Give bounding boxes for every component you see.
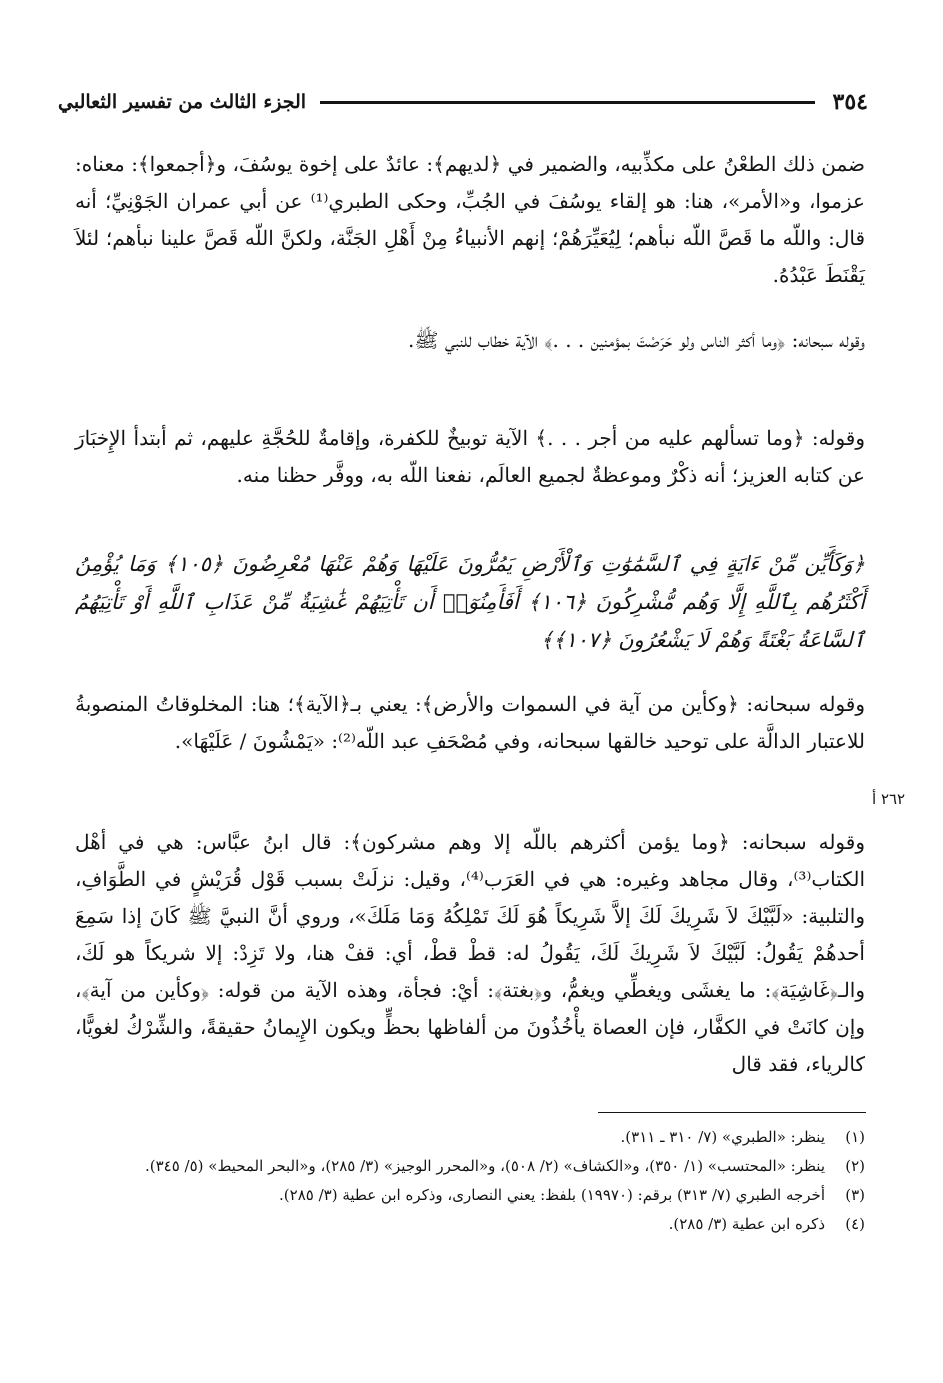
footnote-text: ينظر: «الطبري» (٧/ ٣١٠ ـ ٣١١). xyxy=(620,1128,825,1146)
footnote-number: (٣) xyxy=(845,1186,865,1204)
body-block-2 xyxy=(75,322,865,359)
header-rule xyxy=(320,101,814,104)
paragraph-2: وقوله سبحانه: ﴿وما أكثر الناس ولو حَرَصْتَ بمؤمنين . . .﴾ الآية خطاب للنبي ﷺ. xyxy=(408,328,865,352)
running-title: الجزء الثالث من تفسير الثعالبي xyxy=(58,91,307,113)
footnotes xyxy=(75,1124,865,1240)
footnote-number: (٢) xyxy=(845,1157,865,1175)
body-block-4 xyxy=(75,686,865,760)
body-block-3 xyxy=(75,420,865,494)
footnote-text: ينظر: «المحتسب» (١/ ٣٥٠)، و«الكشاف» (٢/ ٥٠٨)، و«المحرر الوجيز» (٣/ ٢٨٥)، و«البحر المحيط» (٥/ ٣٤٥). xyxy=(144,1157,825,1175)
footnote xyxy=(75,1211,865,1238)
footnote-text: ذكره ابن عطية (٣/ ٢٨٥). xyxy=(668,1215,825,1233)
quran-verse-block: ﴿وَكَأَيِّن مِّنْ ءَايَةٍ فِي ٱلسَّمَٰوَٰتِ وَٱلْأَرْضِ يَمُرُّونَ عَلَيْهَا وَهُمْ عَنْهَا مُعْرِضُونَ ﴿١٠٥﴾ وَمَا يُؤْمِنُ أَكْثَرُهُم بِٱللَّهِ إِلَّا وَهُم مُّشْرِكُونَ ﴿١٠٦﴾ أَفَأَمِنُوٓا۟ أَن تَأْتِيَهُمْ غَٰشِيَةٌ مِّنْ عَذَابِ ٱللَّهِ أَوْ تَأْتِيَهُمُ ٱلسَّاعَةُ بَغْتَةً وَهُمْ لَا يَشْعُرُونَ ﴿١٠٧﴾﴾ xyxy=(75,552,865,652)
footnote-number: (٤) xyxy=(845,1215,865,1233)
footnote-separator xyxy=(598,1112,866,1113)
margin-folio-note: ٢٦٢ أ xyxy=(872,790,906,808)
footnote xyxy=(75,1124,865,1151)
paragraph-3: وقوله: ﴿وما تسألهم عليه من أجر . . .﴾ الآية توبيخٌ للكفرة، وإقامةٌ للحُجَّةِ عليهم، ثم أبتدأ الإِخبَارَ عن كتابه العزيز؛ أنه ذكْرٌ وموعظةٌ لجميع العالَم، نفعنا اللّه به، ووفَّر حظنا منه. xyxy=(75,426,865,487)
footnote-number: (١) xyxy=(845,1128,865,1146)
footnote-text: أخرجه الطبري (٧/ ٣١٣) برقم: (١٩٩٧٠) بلفظ: يعني النصارى، وذكره ابن عطية (٣/ ٢٨٥). xyxy=(279,1186,825,1204)
page-number: ٣٥٤ xyxy=(832,89,868,115)
footnote xyxy=(75,1182,865,1209)
paragraph-1: ضمن ذلك الطعْنُ على مكذِّبيه، والضمير في ﴿لديهم﴾: عائدٌ على إخوة يوسُفَ، و﴿أجمعوا﴾: معناه: عزموا، و«الأمر»، هنا: هو إلقاء يوسُفَ في الجُبِّ، وحكى الطبري⁽¹⁾ عن أبي عمران الجَوْنِيِّ؛ أنه قال: واللّه ما قَصَّ اللّه نبأهم؛ لِيُعَيِّرَهُمْ؛ إنهم الأنبياءُ مِنْ أَهْلِ الجَنَّة، ولكنَّ اللّه قَصَّ علينا نبأهم؛ لئلاَ يَقْنَطَ عَبْدُهُ. xyxy=(75,152,865,287)
paragraph-4: وقوله سبحانه: ﴿وكأين من آية في السموات والأرض﴾: يعني بـ﴿الآية﴾؛ هنا: المخلوقاتُ المنصوبةُ للاعتبار الدالَّة على توحيد خالقها سبحانه، وفي مُصْحَفِ عبد اللّه⁽²⁾: «يَمْشُونَ / عَلَيْهَا». xyxy=(75,692,865,753)
page-header xyxy=(58,84,868,120)
body-block-1 xyxy=(75,146,865,294)
body-block-5 xyxy=(75,824,865,1083)
paragraph-5: وقوله سبحانه: ﴿وما يؤمن أكثرهم باللّه إلا وهم مشركون﴾: قال ابنُ عبَّاس: هي في أهْل الكتاب⁽³⁾، وقال مجاهد وغيره: هي في العَرَب⁽⁴⁾، وقيل: نزلَتْ بسبب قَوْل قُرَيْشٍ في الطَّوَافِ، والتلبية: «لَبَّيْكَ لاَ شَرِيكَ لَكَ إلاَّ شَرِيكاً هُوَ لَكَ تَمْلِكُهُ وَمَا مَلَكَ»، وروي أنَّ النبيَّ ﷺ كَانَ إذا سَمِعَ أحدهُمْ يَقُولُ: لَبَّيْكَ لاَ شَرِيكَ لَكَ، يَقُولُ له: قطْ قطْ، أي: قفْ هنا، ولا تَزِدْ: إلا شريكاً هو لَكَ، والـ﴿غَاشِيَة﴾: ما يغشَى ويغطِّي ويغمُّ، و﴿بغتة﴾: أيْ: فجأة، وهذه الآية من قوله: ﴿وكأين من آية﴾، وإن كانَتْ في الكفَّار، فإن العصاة يأْخُذُونَ من ألفاظها بحظٍّ ويكون الإِيمانُ حقيقةً، والشِّرْكُ لغويًّا، كالرياء، فقد قال xyxy=(75,830,866,1076)
footnote xyxy=(75,1153,865,1180)
